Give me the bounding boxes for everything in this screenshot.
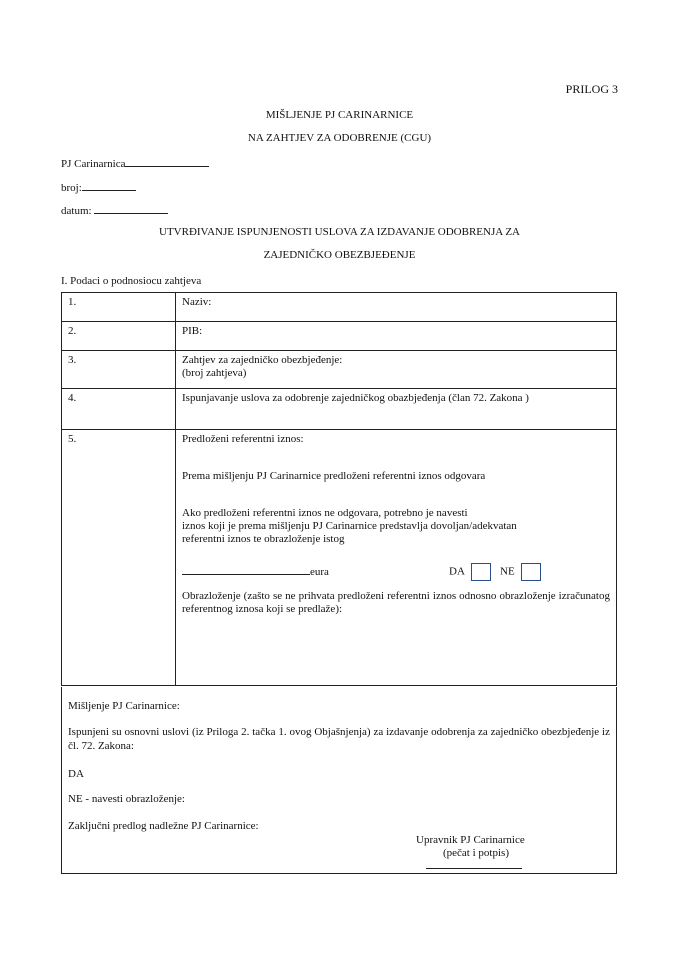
ne-option [500, 563, 541, 581]
title-line-1: MIŠLJENJE PJ CARINARNICE [265, 109, 414, 121]
carinarnica-field[interactable] [61, 156, 209, 170]
broj-line[interactable] [82, 180, 136, 191]
da-checkbox[interactable] [471, 563, 491, 581]
opinion-box [61, 687, 617, 874]
datum-field[interactable] [61, 203, 168, 217]
zakljucni-label: Zaključni predlog nadležne PJ Carinarnice: [68, 820, 259, 832]
row-label-referentni: Predloženi referentni iznos: [182, 433, 304, 445]
datum-line[interactable] [94, 203, 168, 214]
amount-input-line[interactable] [182, 563, 310, 575]
broj-label: broj: [61, 182, 82, 194]
obrazlozenje-text: Obrazloženje (zašto se ne prihvata predloženi referentni iznos odnosno obrazloženje izračunatog referentnog iznosa koji se predlaže): [182, 590, 610, 615]
carinarnica-label: PJ Carinarnica [61, 158, 126, 170]
heading-line-2: ZAJEDNIČKO OBEZBJEĐENJE [263, 249, 416, 261]
amount-line [182, 563, 610, 581]
heading-line-1: UTVRĐIVANJE ISPUNJENOSTI USLOVA ZA IZDAVANJE ODOBRENJA ZA [159, 226, 520, 238]
row5-instruction-line3: referentni iznos te obrazloženje istog [182, 533, 345, 545]
row-label-zahtjev: Zahtjev za zajedničko obezbjeđenje: [182, 354, 343, 366]
table-row [62, 389, 617, 430]
signature-line[interactable] [426, 868, 522, 869]
table-row [62, 351, 617, 389]
row5-instruction-line2: iznos koji je prema mišljenju PJ Carinarnice predstavlja dovoljan/adekvatan [182, 520, 517, 532]
row-referentni-cell[interactable] [176, 430, 617, 686]
row-number: 1. [62, 293, 176, 322]
row5-instruction-line1: Ako predloženi referentni iznos ne odgovara, potrebno je navesti [182, 507, 468, 519]
upravnik-label: Upravnik PJ Carinarnice [416, 834, 525, 846]
row-number: 3. [62, 351, 176, 389]
row-zahtjev-cell[interactable] [176, 351, 617, 389]
eura-label: eura [310, 566, 329, 578]
carinarnica-line[interactable] [125, 156, 209, 167]
ne-label: NE [500, 565, 515, 578]
attachment-label: PRILOG 3 [565, 82, 618, 96]
row-number: 2. [62, 322, 176, 351]
row-number: 4. [62, 389, 176, 430]
table-row [62, 293, 617, 322]
row-sublabel-zahtjev: (broj zahtjeva) [182, 367, 247, 379]
pecat-label: (pečat i potpis) [443, 847, 509, 859]
table-row [62, 430, 617, 686]
row-label-ispunjavanje[interactable]: Ispunjavanje uslova za odobrenje zajedničkog obazbjeđenja (član 72. Zakona ) [176, 389, 617, 430]
bottom-ne-option[interactable]: NE - navesti obrazloženje: [68, 793, 185, 805]
row-number: 5. [62, 430, 176, 686]
ne-checkbox[interactable] [521, 563, 541, 581]
row5-opinion-text: Prema mišljenju PJ Carinarnice predloženi referentni iznos odgovara [182, 470, 486, 482]
row-label-naziv[interactable]: Naziv: [176, 293, 617, 322]
table-row [62, 322, 617, 351]
ispunjeni-text: Ispunjeni su osnovni uslovi (iz Priloga 2. tačka 1. ovog Objašnjenja) za izdavanje odobrenja za zajedničko obezbjeđenje iz čl. 72. Zakona: [68, 726, 610, 752]
section-title: I. Podaci o podnosiocu zahtjeva [61, 275, 202, 287]
applicant-data-table [61, 292, 617, 686]
broj-field[interactable] [61, 180, 136, 194]
row-label-pib[interactable]: PIB: [176, 322, 617, 351]
da-label: DA [449, 565, 465, 578]
misljenje-label: Mišljenje PJ Carinarnice: [68, 700, 180, 712]
da-option [449, 563, 491, 581]
title-line-2: NA ZAHTJEV ZA ODOBRENJE (CGU) [247, 132, 432, 144]
bottom-da-option[interactable]: DA [68, 768, 84, 780]
datum-label: datum: [61, 205, 92, 217]
